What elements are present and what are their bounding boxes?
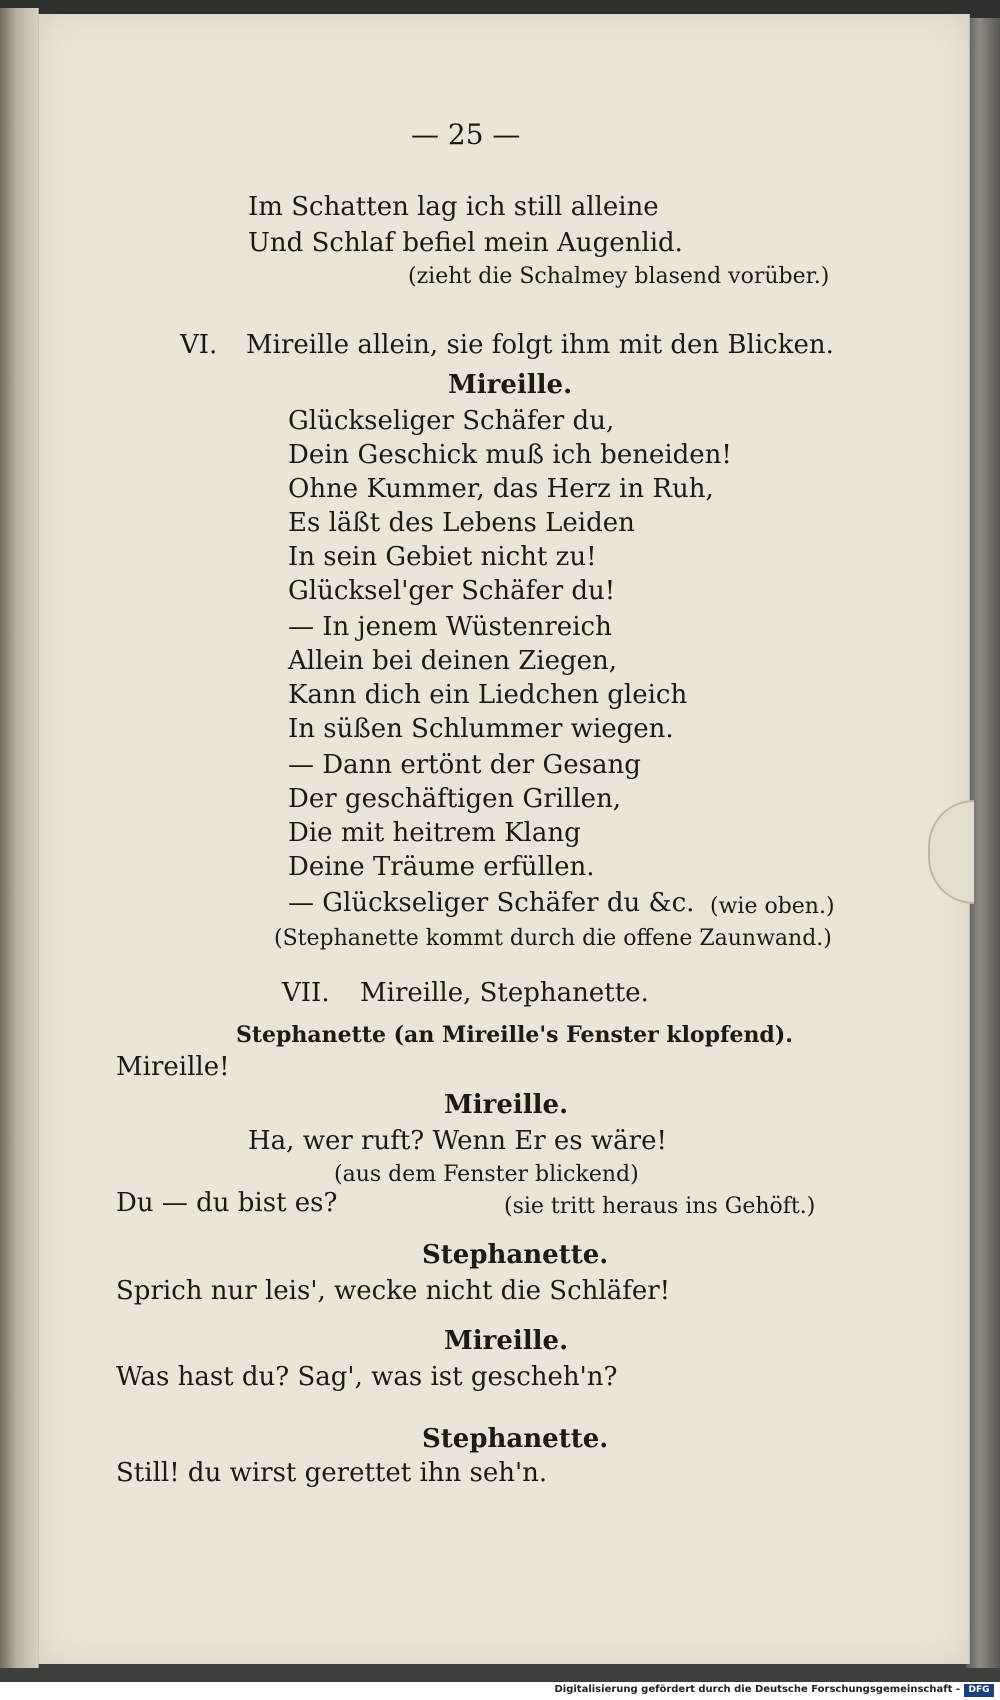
stage-direction: (wie oben.) [710,894,835,919]
verse-line: Deine Träume erfüllen. [288,852,595,882]
verse-line: Im Schatten lag ich still alleine [248,192,659,222]
scene-heading: Mireille allein, sie folgt ihm mit den Blicken. [246,330,834,360]
speaker-label: Stephanette. [422,1424,609,1454]
verse-line: — In jenem Wüstenreich [288,612,612,642]
digitization-credit: Digitalisierung gefördert durch die Deutsche Forschungsgemeinschaft - [554,1684,960,1695]
stage-direction: (aus dem Fenster blickend) [334,1162,639,1187]
verse-line: — Glückseliger Schäfer du &c. [288,888,695,918]
scene-number: VII. [282,978,330,1008]
dialogue-line: Still! du wirst gerettet ihn seh'n. [116,1458,548,1488]
verse-line: Es läßt des Lebens Leiden [288,508,635,538]
speaker-label: Mireille. [444,1326,569,1356]
verse-line: Glücksel'ger Schäfer du! [288,576,616,606]
verse-line: Dein Geschick muß ich beneiden! [288,440,732,470]
speaker-label: Mireille. [444,1090,569,1120]
verse-line: Glückseliger Schäfer du, [288,406,615,436]
stage-direction: (Stephanette kommt durch die offene Zaunwand.) [274,926,832,951]
stage-direction: (sie tritt heraus ins Gehöft.) [504,1194,816,1219]
dialogue-line: Sprich nur leis', wecke nicht die Schläfer! [116,1276,671,1306]
verse-line: Die mit heitrem Klang [288,818,581,848]
scene-heading: Mireille, Stephanette. [360,978,649,1008]
verse-line: — Dann ertönt der Gesang [288,750,641,780]
dialogue-line: Was hast du? Sag', was ist gescheh'n? [116,1362,618,1392]
dfg-logo: DFG [964,1684,994,1697]
speaker-label: Stephanette (an Mireille's Fenster klopfend). [236,1022,793,1048]
verse-line: In sein Gebiet nicht zu! [288,542,597,572]
speaker-label: Stephanette. [422,1240,609,1270]
verse-line: Ohne Kummer, das Herz in Ruh, [288,474,714,504]
dialogue-line: Mireille! [116,1052,230,1082]
verse-line: Der geschäftigen Grillen, [288,784,622,814]
scene-number: VI. [180,330,218,360]
page-number: — 25 — [411,118,521,151]
stage-direction: (zieht die Schalmey blasend vorüber.) [408,264,830,289]
verse-line: In süßen Schlummer wiegen. [288,714,674,744]
verse-line: Kann dich ein Liedchen gleich [288,680,688,710]
book-spine [0,8,39,1668]
speaker-label: Mireille. [448,370,573,400]
dialogue-line: Ha, wer ruft? Wenn Er es wäre! [248,1126,667,1156]
dialogue-line: Du — du bist es? [116,1188,338,1218]
verse-line: Allein bei deinen Ziegen, [288,646,618,676]
verse-line: Und Schlaf befiel mein Augenlid. [248,228,683,258]
